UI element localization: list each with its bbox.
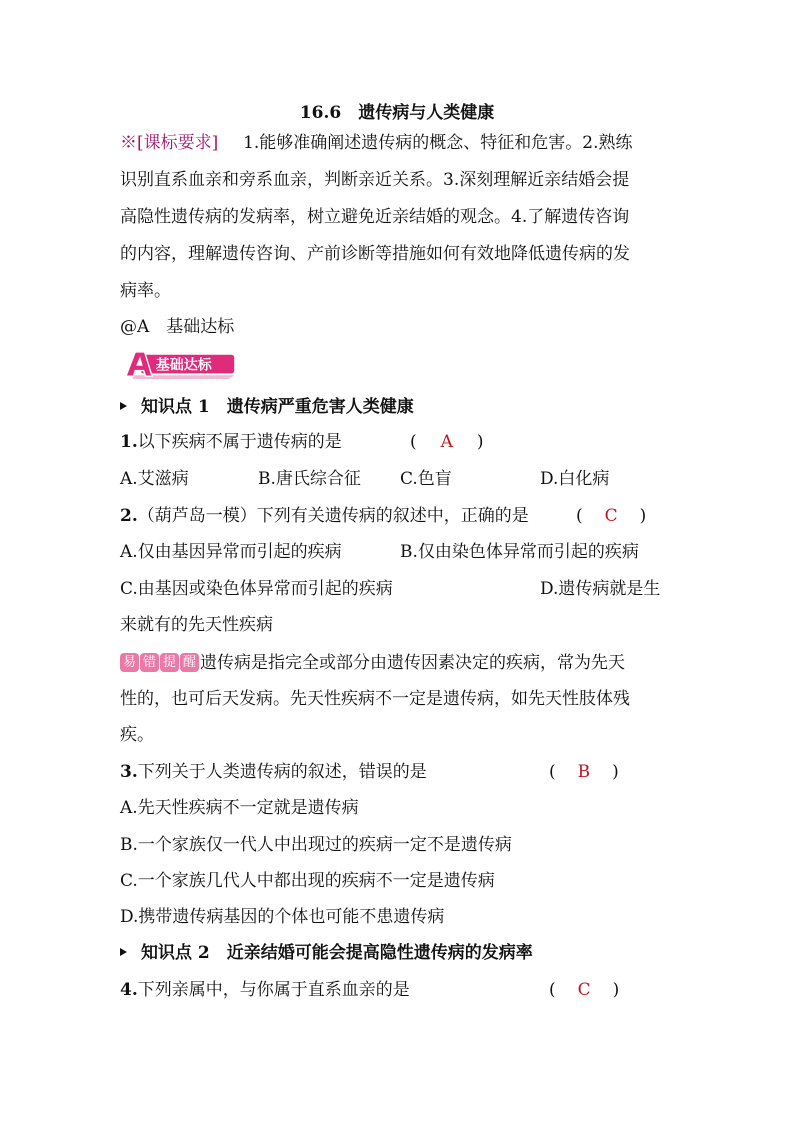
knowledge-point-2 [120,941,533,965]
answer-bracket-q3: ( B ) [549,762,619,782]
tip-tag-char: 提 [160,653,179,672]
question-number: 2. [120,506,138,526]
question-number: 4. [120,980,138,1000]
requirement-line-3: 高隐性遗传病的发病率，树立避免近亲结婚的观念。4.了解遗传咨询 [120,207,630,227]
option-b: B.唐氏综合征 [258,469,361,489]
option-d-continued: 来就有的先天性疾病 [120,615,273,635]
option-d: D.白化病 [540,469,610,489]
page-title: 16.6 遗传病与人类健康 [299,103,495,123]
option-a: A.仅由基因异常而引起的疾病 [120,542,342,562]
requirement-label: ※[课标要求] [120,133,219,153]
question-stem: 下列关于人类遗传病的叙述，错误的是 [137,762,427,782]
question-stem: （葫芦岛一模）下列有关遗传病的叙述中，正确的是 [137,506,529,526]
option-d: D.携带遗传病基因的个体也可能不患遗传病 [120,907,445,927]
level-marker: @A 基础达标 [120,317,235,337]
option-c: C.由基因或染色体异常而引起的疾病 [120,579,393,599]
option-b: B.一个家族仅一代人中出现过的疾病一定不是遗传病 [120,835,512,855]
basic-level-badge [120,351,242,379]
question-stem: 以下疾病不属于遗传病的是 [137,432,342,452]
knowledge-point-1 [120,395,414,419]
requirement-text: 1.能够准确阐述遗传病的概念、特征和危害。2.熟练 [243,133,633,153]
error-tip-line-2: 性的，也可后天发病。先天性疾病不一定是遗传病，如先天性肢体残 [120,689,630,709]
triangle-bullet-icon [120,402,127,410]
option-c: C.一个家族几代人中都出现的疾病不一定是遗传病 [120,871,495,891]
requirement-line-4: 的内容，理解遗传咨询、产前诊断等措施如何有效地降低遗传病的发 [120,244,630,264]
error-tip-line-3: 疾。 [120,725,154,745]
answer-q2: C [604,506,618,526]
answer-bracket-q1: ( A ) [410,432,484,452]
answer-bracket-q4: ( C ) [549,980,620,1000]
option-b: B.仅由染色体异常而引起的疾病 [400,542,639,562]
question-stem: 下列亲属中，与你属于直系血亲的是 [137,980,410,1000]
question-1 [120,430,342,454]
error-tip-line-1 [120,651,625,675]
question-number: 3. [120,762,138,782]
option-a: A.艾滋病 [120,469,189,489]
knowledge-point-2-text: 知识点 2 近亲结婚可能会提高隐性遗传病的发病率 [141,943,533,963]
answer-q1: A [440,432,453,452]
answer-bracket-q2: ( C ) [576,506,647,526]
tip-text: 遗传病是指完全或部分由遗传因素决定的疾病，常为先天 [200,653,625,673]
knowledge-point-1-text: 知识点 1 遗传病严重危害人类健康 [141,397,414,417]
triangle-bullet-icon [120,948,127,956]
tip-tag-char: 易 [120,653,139,672]
tip-tag-char: 醒 [180,653,199,672]
tip-tag-char: 错 [140,653,159,672]
badge-text: 基础达标 [155,357,212,374]
question-4 [120,978,410,1002]
option-a: A.先天性疾病不一定就是遗传病 [120,798,359,818]
answer-q4: C [577,980,591,1000]
question-2 [120,504,529,528]
option-c: C.色盲 [400,469,452,489]
requirement-line-2: 识别直系血亲和旁系血亲，判断亲近关系。3.深刻理解近亲结婚会提 [120,170,630,190]
requirement-line-1 [120,131,633,155]
requirement-line-5: 病率。 [120,281,171,301]
question-number: 1. [120,432,138,452]
option-d: D.遗传病就是生 [540,579,661,599]
question-3 [120,760,427,784]
answer-q3: B [577,762,591,782]
